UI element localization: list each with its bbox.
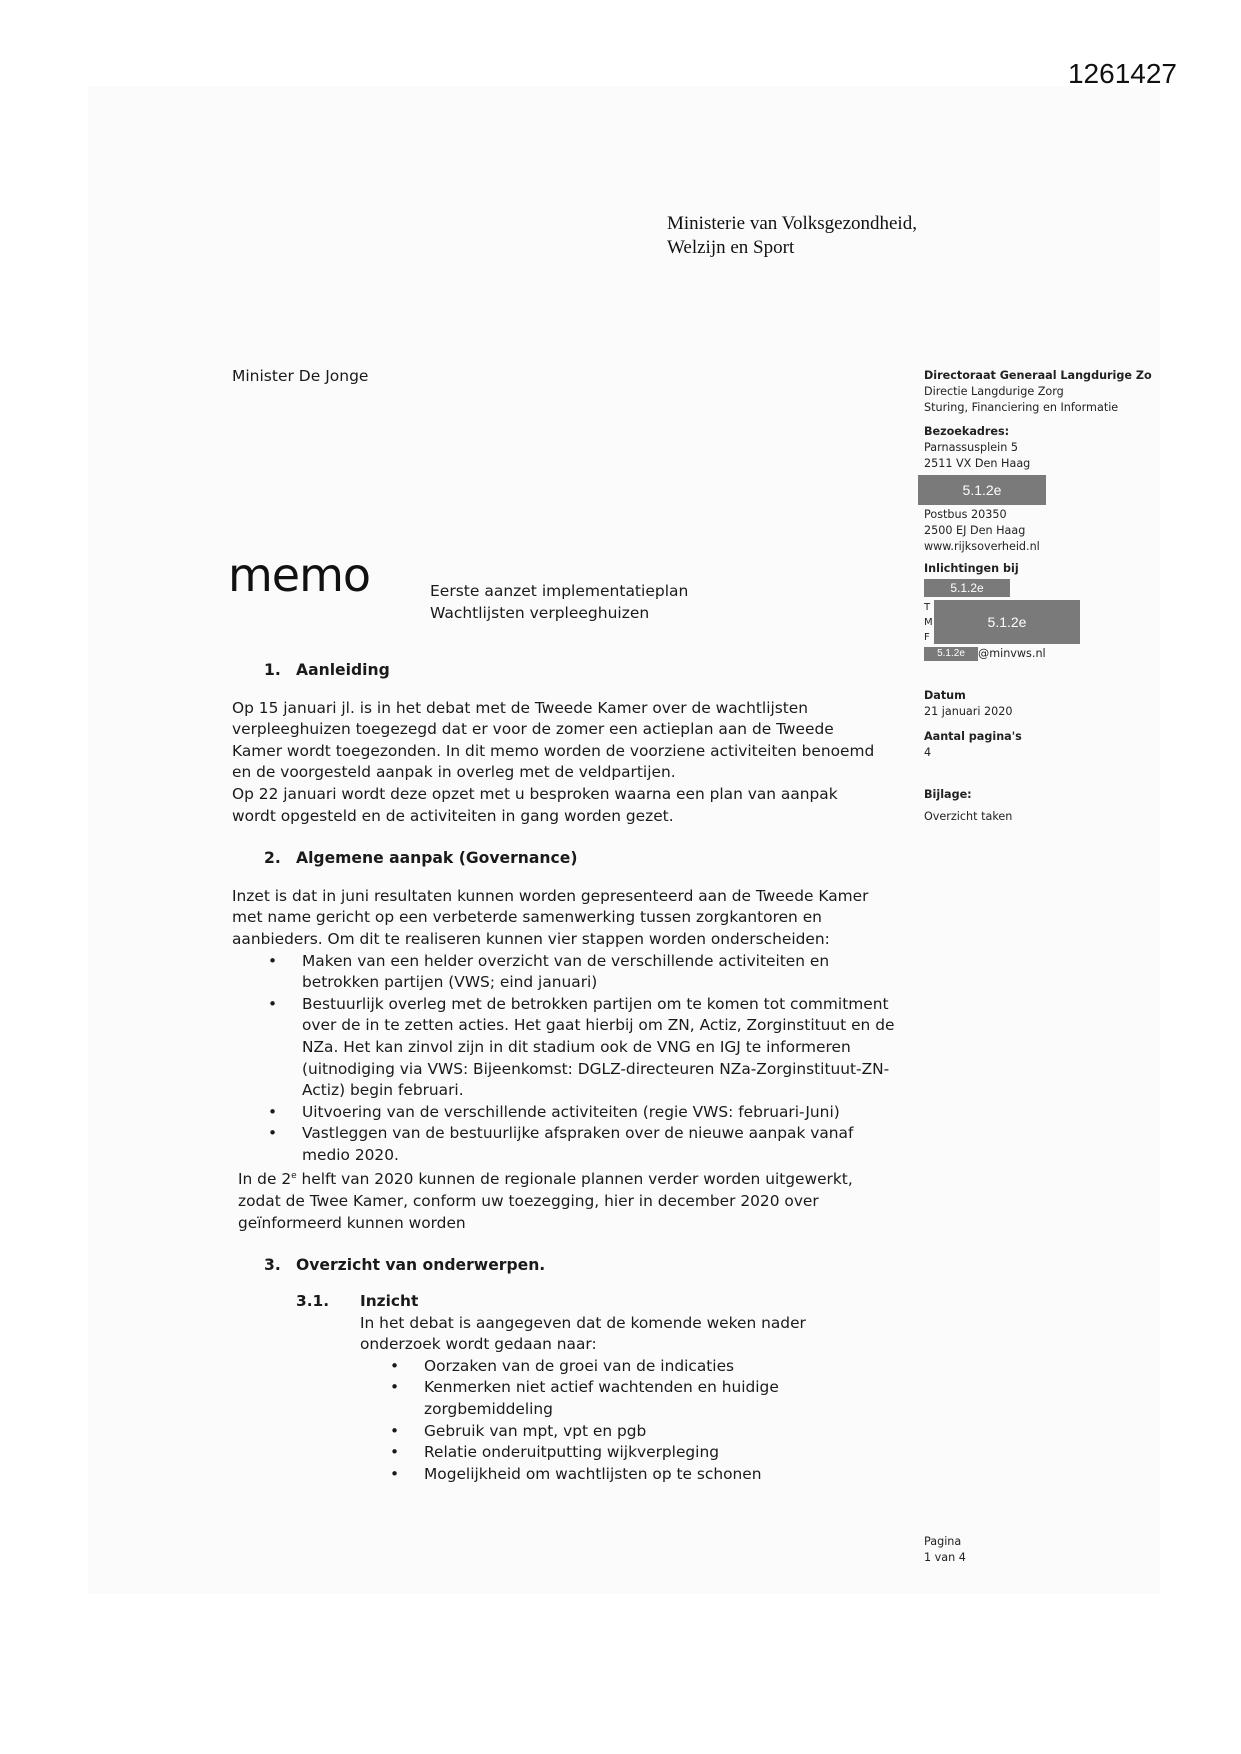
sender-sidebar <box>924 368 1160 825</box>
contact-prefixes <box>924 600 933 645</box>
superscript: e <box>291 1171 297 1182</box>
text-fragment: In de 2 <box>238 1170 292 1189</box>
section-number: 3. <box>264 1256 281 1275</box>
subject <box>430 580 688 624</box>
text-line: met name gericht op een verbeterde samenwerking tussen zorgkantoren en <box>232 908 822 927</box>
document-number: 1261427 <box>1067 58 1177 89</box>
page-footer <box>924 1534 966 1566</box>
text-line: aanbieders. Om dit te realiseren kunnen vier stappen worden onderscheiden: <box>232 929 830 948</box>
list-item: • Maken van een helder overzicht van de verschillende activiteiten en betrokken partijen (VWS; eind januari) <box>302 951 902 994</box>
section-title: Overzicht van onderwerpen. <box>296 1256 546 1275</box>
section-1-paragraph <box>232 698 912 828</box>
memo-label: memo <box>228 548 371 602</box>
sidebar-organisation: Directoraat Generaal Langdurige Zo <box>924 369 1152 382</box>
redaction-box: 5.1.2e <box>934 600 1080 644</box>
redaction-box: 5.1.2e <box>924 579 1010 597</box>
sidebar-date-label: Datum <box>924 689 966 702</box>
list-item: • Gebruik van mpt, vpt en pgb <box>424 1421 804 1443</box>
subject-line-2: Wachtlijsten verpleeghuizen <box>430 604 650 622</box>
redaction-box: 5.1.2e <box>924 647 978 661</box>
ministry-logo-text <box>667 212 917 260</box>
page-label: Pagina <box>924 1535 962 1548</box>
sidebar-street: Parnassusplein 5 <box>924 441 1018 454</box>
text-line: wordt opgesteld en de activiteiten in gang worden gezet. <box>232 806 674 825</box>
text-line: onderzoek wordt gedaan naar: <box>360 1335 597 1354</box>
section-title: Algemene aanpak (Governance) <box>296 849 578 868</box>
subsection-heading-inzicht <box>296 1291 912 1313</box>
sidebar-visit-label: Bezoekadres: <box>924 425 1010 438</box>
subsection-list <box>360 1356 804 1486</box>
subsection-body <box>360 1313 912 1486</box>
subject-line-1: Eerste aanzet implementatieplan <box>430 582 689 600</box>
section-2-paragraph <box>232 886 912 951</box>
sidebar-date: 21 januari 2020 <box>924 705 1013 718</box>
subsection-number: 3.1. <box>296 1291 330 1310</box>
ministry-line-1: Ministerie van Volksgezondheid, <box>667 213 917 234</box>
list-item: • Uitvoering van de verschillende activiteiten (regie VWS: februari-Juni) <box>302 1102 902 1124</box>
sidebar-department: Directie Langdurige Zorg <box>924 385 1064 398</box>
sidebar-postcode: 2511 VX Den Haag <box>924 457 1031 470</box>
list-item: • Oorzaken van de groei van de indicaties <box>424 1356 804 1378</box>
section-2-list <box>232 951 902 1167</box>
text-line: Op 22 januari wordt deze opzet met u besproken waarna een plan van aanpak <box>232 784 838 803</box>
sidebar-attachment: Overzicht taken <box>924 810 1013 823</box>
page-number: 1 van 4 <box>924 1551 966 1564</box>
text-line: In het debat is aangegeven dat de komende weken nader <box>360 1313 806 1332</box>
section-number: 2. <box>264 849 281 868</box>
sidebar-email <box>924 646 1160 662</box>
text-line: Kamer wordt toegezonden. In dit memo worden de voorziene activiteiten benoemd <box>232 741 875 760</box>
text-line: geïnformeerd kunnen worden <box>238 1213 466 1232</box>
text-line: Inzet is dat in juni resultaten kunnen worden gepresenteerd aan de Tweede Kamer <box>232 886 869 905</box>
ministry-line-2: Welzijn en Sport <box>667 237 795 258</box>
section-2-conclusion <box>238 1166 912 1234</box>
section-number: 1. <box>264 661 281 679</box>
phone-prefix: T <box>924 602 931 613</box>
redaction-box: 5.1.2e <box>918 475 1046 505</box>
addressee: Minister De Jonge <box>232 367 369 385</box>
sidebar-postbus: Postbus 20350 <box>924 508 1007 521</box>
memo-body <box>232 660 912 1485</box>
list-item: • Kenmerken niet actief wachtenden en huidige zorgbemiddeling <box>424 1377 804 1420</box>
list-item: • Mogelijkheid om wachtlijsten op te schonen <box>424 1464 804 1486</box>
text-line: Op 15 januari jl. is in het debat met de Tweede Kamer over de wachtlijsten <box>232 698 809 717</box>
fax-prefix: F <box>924 632 930 643</box>
sidebar-pages-label: Aantal pagina's <box>924 730 1022 743</box>
text-line: verpleeghuizen toegezegd dat er voor de zomer een actieplan aan de Tweede <box>232 720 834 739</box>
mobile-prefix: M <box>924 617 933 628</box>
sidebar-unit: Sturing, Financiering en Informatie <box>924 401 1119 414</box>
list-item: • Vastleggen van de bestuurlijke afspraken over de nieuwe aanpak vanaf medio 2020. <box>302 1123 902 1166</box>
text-line: en de voorgesteld aanpak in overleg met de veldpartijen. <box>232 763 676 782</box>
sidebar-contact-block <box>924 600 1160 646</box>
text-fragment: helft van 2020 kunnen de regionale plannen verder worden uitgewerkt, <box>296 1170 853 1189</box>
sidebar-attachment-label: Bijlage: <box>924 788 972 801</box>
text-line <box>238 1166 912 1191</box>
section-heading-overzicht <box>264 1255 912 1277</box>
text-line: zodat de Twee Kamer, conform uw toezegging, hier in december 2020 over <box>238 1192 819 1211</box>
email-domain: @minvws.nl <box>978 647 1046 660</box>
section-heading-governance <box>264 848 912 870</box>
subsection-title: Inzicht <box>360 1291 419 1310</box>
list-item: • Relatie onderuitputting wijkverpleging <box>424 1442 804 1464</box>
list-item: • Bestuurlijk overleg met de betrokken partijen om te komen tot commitment over de in te zetten acties. Het gaat hierbij om ZN, Actiz, Zorginstituut en de NZa. Het kan zinvol zijn in dit stadium ook de VNG en IGJ te informeren (uitnodiging via VWS: Bijeenkomst: DGLZ-directeuren NZa-Zorginstituut-ZN-Actiz) begin februari. <box>302 994 902 1102</box>
sidebar-pages: 4 <box>924 746 932 759</box>
sidebar-info-label: Inlichtingen bij <box>924 562 1019 575</box>
sidebar-post-city: 2500 EJ Den Haag <box>924 524 1026 537</box>
section-title: Aanleiding <box>296 661 390 679</box>
sidebar-website: www.rijksoverheid.nl <box>924 540 1040 553</box>
section-heading-aanleiding <box>264 660 912 682</box>
